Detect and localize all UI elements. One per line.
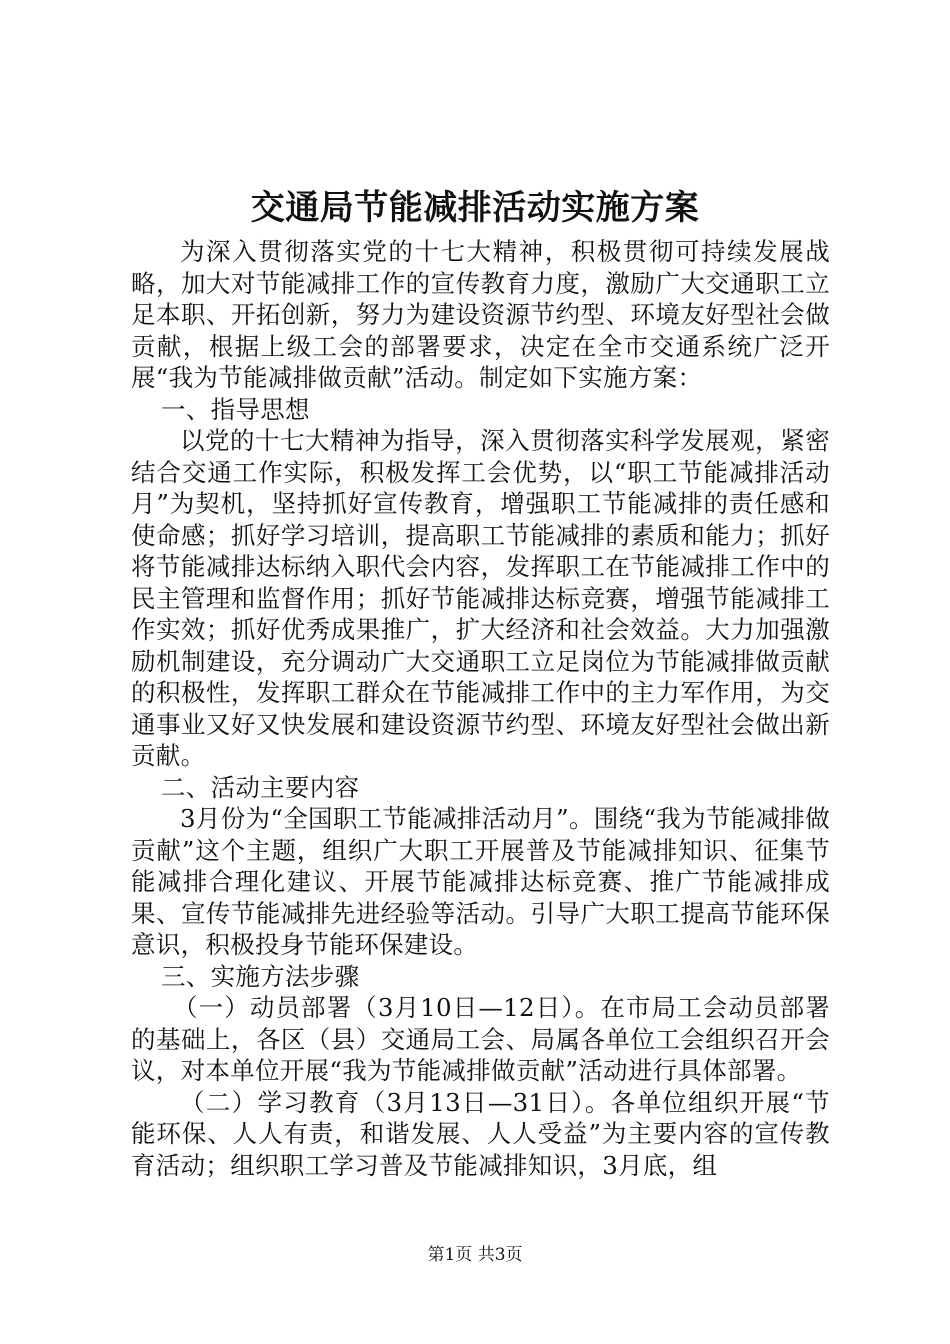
section-heading-steps: 三、实施方法步骤 [161, 961, 360, 991]
page-number-footer: 第1页 共3页 [427, 1245, 523, 1265]
section-heading-guiding-ideology: 一、指导思想 [161, 394, 310, 424]
section-heading-main-content: 二、活动主要内容 [161, 772, 360, 802]
section-body-guiding-ideology: 以党的十七大精神为指导，深入贯彻落实科学发展观，紧密结合交通工作实际，积极发挥工会优势，以“职工节能减排活动月”为契机，坚持抓好宣传教育，增强职工节能减排的责任感和使命感；抓好学习培训，提高职工节能减排的素质和能力；抓好将节能减排达标纳入职代会内容，发挥职工在节能减排工作中的民主管理和监督作用；抓好节能减排达标竞赛，增强节能减排工作实效；抓好优秀成果推广，扩大经济和社会效益。大力加强激励机制建设，充分调动广大交通职工立足岗位为节能减排做贡献的积极性，发挥职工群众在节能减排工作中的主力军作用，为交通事业又好又快发展和建设资源节约型、环境友好型社会做出新贡献。 [131, 426, 831, 770]
document-body [131, 236, 830, 1181]
step-study-education: （二）学习教育（3月13日—31日）。各单位组织开展“节能环保、人人有责，和谐发展、人人受益”为主要内容的宣传教育活动；组织职工学习普及节能减排知识，3月底，组 [131, 1087, 830, 1180]
document-title: 交通局节能减排活动实施方案 [250, 188, 700, 228]
section-body-main-content: 3月份为“全国职工节能减排活动月”。围绕“我为节能减排做贡献”这个主题，组织广大职工开展普及节能减排知识、征集节能减排合理化建议、开展节能减排达标竞赛、推广节能减排成果、宣传节能减排先进经验等活动。引导广大职工提高节能环保意识，积极投身节能环保建设。 [131, 804, 831, 959]
step-mobilization: （一）动员部署（3月10日—12日）。在市局工会动员部署的基础上，各区（县）交通局工会、局属各单位工会组织召开会议，对本单位开展“我为节能减排做贡献”活动进行具体部署。 [131, 993, 830, 1085]
intro-paragraph: 为深入贯彻落实党的十七大精神，积极贯彻可持续发展战略，加大对节能减排工作的宣传教育力度，激励广大交通职工立足本职、开拓创新，努力为建设资源节约型、环境友好型社会做贡献，根据上级工会的部署要求，决定在全市交通系统广泛开展“我为节能减排做贡献”活动。制定如下实施方案： [131, 237, 830, 392]
